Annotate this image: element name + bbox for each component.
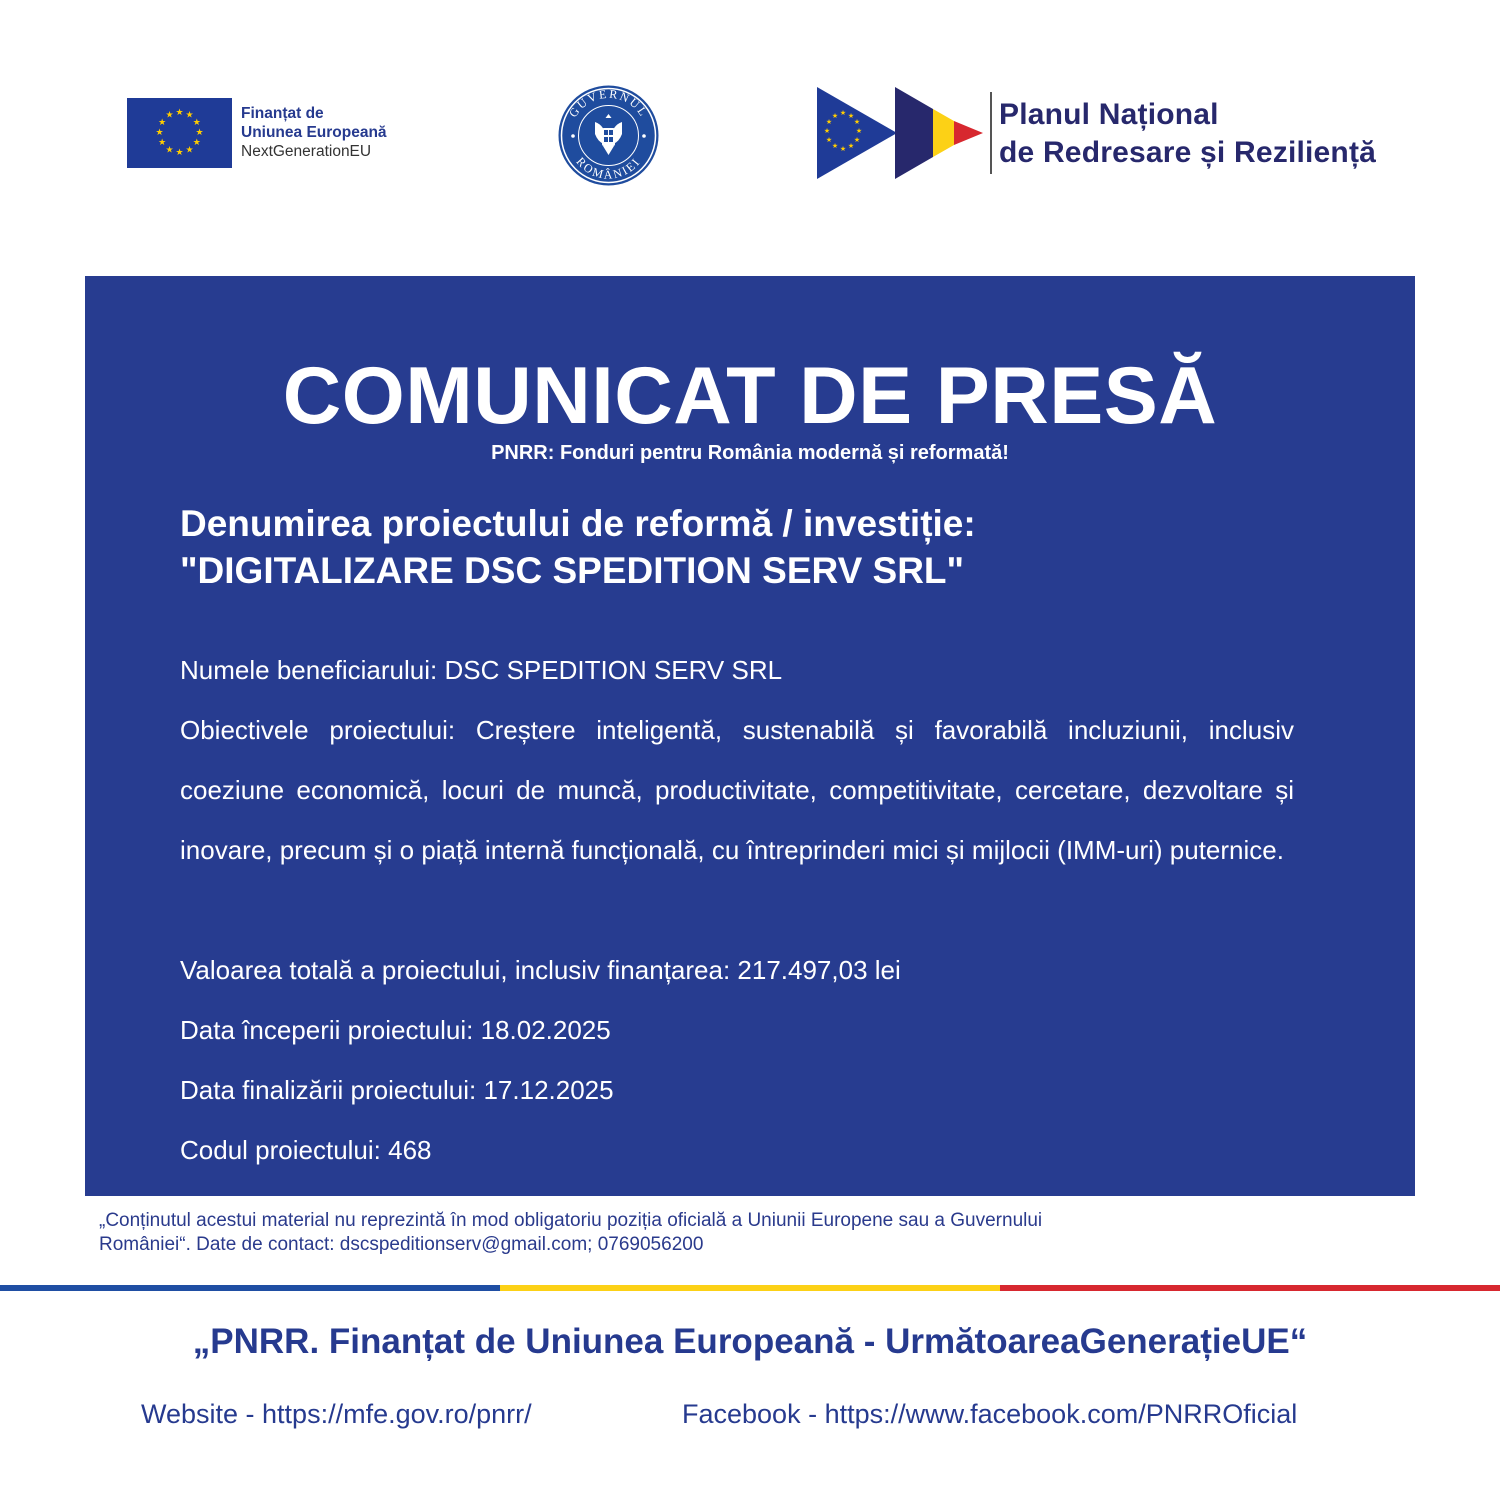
eu-stars-icon — [127, 98, 232, 168]
svg-text:★: ★ — [825, 118, 833, 126]
svg-text:★: ★ — [839, 109, 847, 117]
end-date-text: Data finalizării proiectului: 17.12.2025 — [180, 1075, 614, 1105]
website-link[interactable]: Website - https://mfe.gov.ro/pnrr/ — [141, 1399, 532, 1429]
svg-text:★: ★ — [847, 112, 855, 120]
project-code-text: Codul proiectului: 468 — [180, 1135, 432, 1165]
svg-text:★: ★ — [165, 110, 174, 121]
svg-text:★: ★ — [158, 118, 167, 128]
svg-text:★: ★ — [192, 138, 201, 148]
svg-text:★: ★ — [175, 108, 184, 118]
eu-label-line3: NextGenerationEU — [241, 143, 372, 160]
project-objectives — [180, 700, 1294, 880]
svg-text:★: ★ — [847, 142, 855, 150]
disclaimer-contact: României“. Date de contact: dscspeditionserv@gmail.com; 0769056200 — [99, 1234, 704, 1255]
project-code — [180, 1120, 1294, 1180]
project-end-date — [180, 1060, 1294, 1120]
project-name: "DIGITALIZARE DSC SPEDITION SERV SRL" — [180, 550, 965, 591]
svg-text:★: ★ — [165, 145, 174, 156]
page-title: COMUNICAT DE PRESĂ — [282, 351, 1218, 441]
pnrr-logo-line2: de Redresare și Reziliență — [999, 136, 1377, 169]
svg-text:★: ★ — [195, 128, 204, 138]
subtitle: PNRR: Fonduri pentru România modernă și reformată! — [491, 442, 1009, 464]
disclaimer — [99, 1209, 1329, 1257]
start-date-text: Data începerii proiectului: 18.02.2025 — [180, 1015, 611, 1045]
svg-text:★: ★ — [831, 142, 839, 150]
svg-text:★: ★ — [855, 127, 863, 135]
pnrr-logo-graphic — [817, 87, 987, 179]
svg-text:★: ★ — [185, 145, 194, 156]
svg-text:★: ★ — [175, 148, 184, 158]
tricolor-blue — [0, 1285, 500, 1291]
project-heading-label: Denumirea proiectului de reformă / investiție: — [180, 503, 976, 544]
eu-funding-label — [241, 104, 387, 161]
beneficiary-text: Numele beneficiarului: DSC SPEDITION SERV SRL — [180, 655, 783, 685]
svg-text:★: ★ — [823, 127, 831, 135]
pnrr-arrows-icon — [817, 87, 987, 179]
tricolor-yellow — [500, 1285, 1000, 1291]
government-seal-logo — [557, 84, 660, 187]
eu-label-line2: Uniunea Europeană — [241, 124, 387, 141]
tricolor-red — [1000, 1285, 1500, 1291]
svg-text:★: ★ — [853, 136, 861, 144]
project-total-value — [180, 940, 1294, 1000]
pnrr-logo-text — [999, 96, 1376, 172]
romanian-government-seal-icon — [557, 84, 660, 187]
pnrr-logo-divider — [990, 92, 992, 174]
svg-text:GUVERNUL: GUVERNUL — [565, 86, 652, 120]
eu-label-line1: Finanțat de — [241, 105, 324, 122]
disclaimer-line1: „Conținutul acestui material nu reprezintă în mod obligatoriu poziția oficială a Uniunii Europene sau a Guvernului — [99, 1210, 1043, 1231]
total-value-text: Valoarea totală a proiectului, inclusiv finanțarea: 217.497,03 lei — [180, 955, 901, 985]
svg-text:★: ★ — [192, 118, 201, 128]
svg-text:ROMÂNIEI: ROMÂNIEI — [573, 154, 644, 182]
svg-text:★: ★ — [158, 138, 167, 148]
svg-text:★: ★ — [853, 118, 861, 126]
svg-text:★: ★ — [155, 128, 164, 138]
footer-slogan: „PNRR. Finanțat de Uniunea Europeană - UrmătoareaGenerațieUE“ — [192, 1322, 1308, 1361]
eu-flag-logo — [127, 98, 232, 168]
svg-text:★: ★ — [831, 112, 839, 120]
pnrr-logo-line1: Planul Național — [999, 98, 1219, 131]
beneficiary-name — [180, 640, 1294, 700]
press-release-panel — [85, 276, 1415, 1196]
svg-text:★: ★ — [825, 136, 833, 144]
svg-text:★: ★ — [839, 145, 847, 153]
svg-text:★: ★ — [185, 110, 194, 121]
romanian-tricolor-divider — [0, 1285, 1500, 1291]
objectives-text: Obiectivele proiectului: Creștere inteligentă, sustenabilă și favorabilă incluziunii, inclusiv coeziune economică, locuri de muncă, productivitate, competitivitate, cercetare, dezvoltare și inovare, precum și o piață internă funcțională, cu întreprinderi mici și mijlocii (IMM-uri) puternice. — [180, 715, 1294, 865]
project-heading — [180, 500, 976, 594]
facebook-link[interactable]: Facebook - https://www.facebook.com/PNRROficial — [682, 1399, 1298, 1429]
project-start-date — [180, 1000, 1294, 1060]
